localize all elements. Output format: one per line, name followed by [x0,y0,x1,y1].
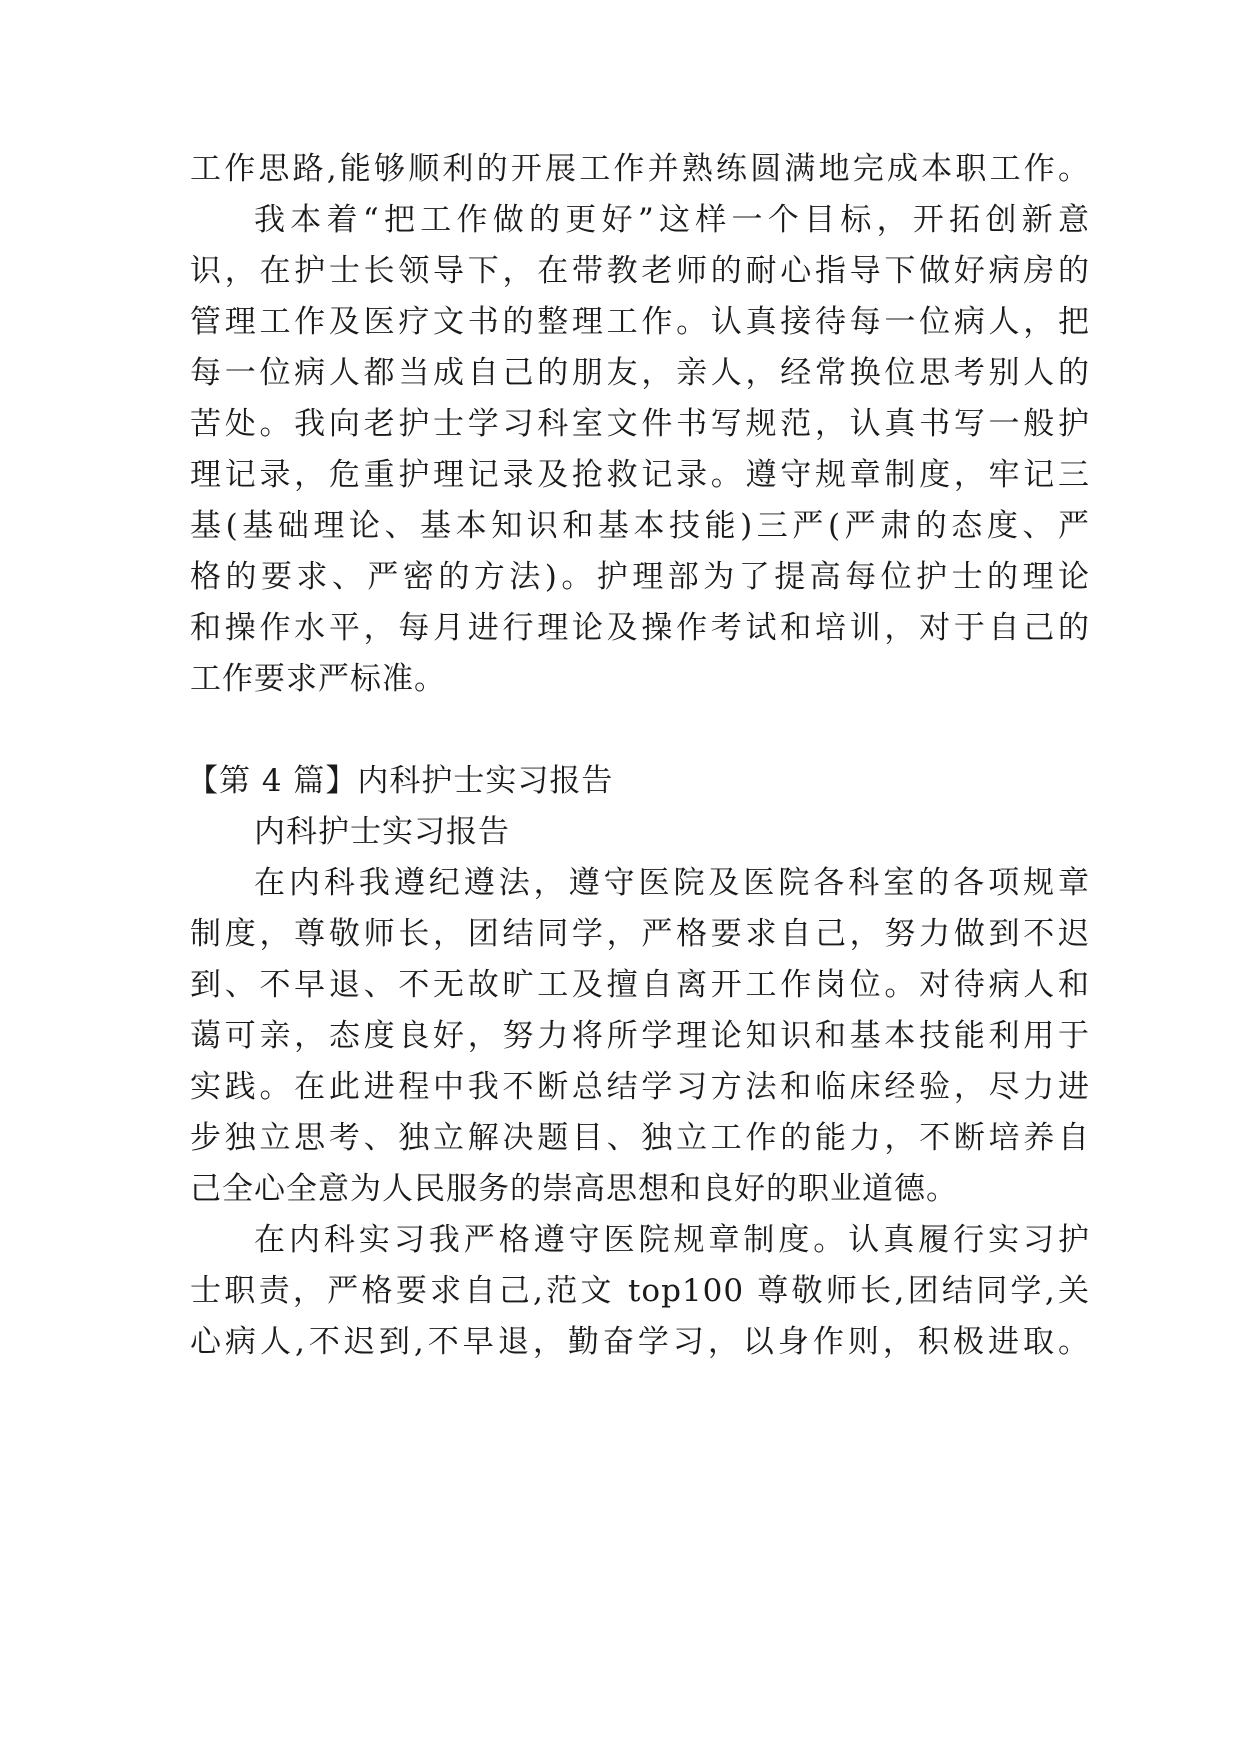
paragraph-line: 士职责，严格要求自己,范文 top100 尊敬师长,团结同学,关 [190,1273,1090,1309]
paragraph-line: 在内科我遵纪遵法，遵守医院及医院各科室的各项规章 [254,865,1090,901]
paragraph-line: 管理工作及医疗文书的整理工作。认真接待每一位病人，把 [190,304,1090,340]
paragraph-line: 工作要求严标准。 [190,661,446,697]
paragraph-line: 我本着“把工作做的更好”这样一个目标，开拓创新意 [254,202,1090,238]
paragraph-line: 理记录，危重护理记录及抢救记录。遵守规章制度，牢记三 [190,457,1090,493]
paragraph-line: 格的要求、严密的方法)。护理部为了提高每位护士的理论 [190,559,1090,595]
paragraph-line: 蔼可亲，态度良好，努力将所学理论知识和基本技能利用于 [190,1018,1090,1054]
section-subtitle: 内科护士实习报告 [254,814,510,850]
paragraph-line: 到、不早退、不无故旷工及擅自离开工作岗位。对待病人和 [190,967,1090,1003]
paragraph-line: 己全心全意为人民服务的崇高思想和良好的职业道德。 [190,1171,958,1207]
paragraph-line: 和操作水平，每月进行理论及操作考试和培训，对于自己的 [190,610,1090,646]
paragraph-line: 心病人,不迟到,不早退，勤奋学习，以身作则，积极进取。 [190,1324,1090,1360]
paragraph-line: 基(基础理论、基本知识和基本技能)三严(严肃的态度、严 [190,508,1090,544]
paragraph-line: 制度，尊敬师长，团结同学，严格要求自己，努力做到不迟 [190,916,1090,952]
section-heading: 【第 4 篇】内科护士实习报告 [187,763,614,799]
paragraph-line: 每一位病人都当成自己的朋友，亲人，经常换位思考别人的 [190,355,1090,391]
paragraph-line: 工作思路,能够顺利的开展工作并熟练圆满地完成本职工作。 [190,151,1090,187]
paragraph-line: 识，在护士长领导下，在带教老师的耐心指导下做好病房的 [190,253,1090,289]
paragraph-line: 苦处。我向老护士学习科室文件书写规范，认真书写一般护 [190,406,1090,442]
paragraph-line: 步独立思考、独立解决题目、独立工作的能力，不断培养自 [190,1120,1090,1156]
paragraph-line: 实践。在此进程中我不断总结学习方法和临床经验，尽力进 [190,1069,1090,1105]
paragraph-line: 在内科实习我严格遵守医院规章制度。认真履行实习护 [254,1222,1090,1258]
